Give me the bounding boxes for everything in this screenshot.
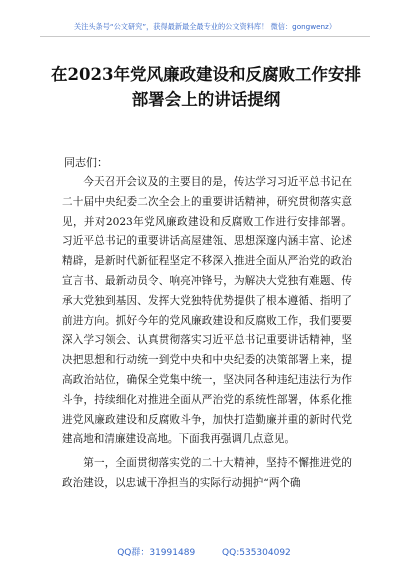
salutation: 同志们： xyxy=(64,156,108,169)
body-paragraph: 第一，全面贯彻落实党的二十大精神，坚持不懈推进党的政治建设，以忠诚干净担当的实际行动拥护“两个确 xyxy=(62,457,352,489)
top-banner: 关注头条号“公文研究”，获得最新最全最专业的公文资料库！ 微信：gongwenz） xyxy=(40,22,370,37)
qq-group-text: QQ群：31991489 xyxy=(117,548,196,558)
document-title: 在2023年党风廉政建设和反腐败工作安排部署会上的讲话提纲 xyxy=(51,65,361,109)
document-body xyxy=(62,173,352,498)
contact-footer xyxy=(0,545,408,558)
body-paragraph: 今天召开会议及的主要目的是，传达学习习近平总书记在二十届中央纪委二次全会上的重要讲话精神，研究贯彻落实意见，并对2023年党风廉政建设和反腐败工作进行安排部署。习近平总书记的重要讲话高屋建瓴、思想深邃内涵丰富、论述精辟，是新时代新征程坚定不移深入推进全面从严治党的政治宣言书、最新动员令、响亮冲锋号，为解决大党独有难题、传承大党独到基因、发挥大党独特优势提供了根本遵循、指明了前进方向。抓好今年的党风廉政建设和反腐败工作，我们要要深入学习领会、认真贯彻落实习近平总书记重要讲话精神，坚决把思想和行动统一到党中央和中央纪委的决策部署上来，提高政治站位，确保全党集中统一，坚决同各种违纪违法行为作斗争，持续细化对推进全面从严治党的系统性部署，体系化推进党风廉政建设和反腐败斗争，加快打造勤廉并重的新时代党建高地和清廉建设高地。下面我再强调几点意见。 xyxy=(62,176,352,446)
qq-number-text: QQ:535304092 xyxy=(222,548,291,558)
